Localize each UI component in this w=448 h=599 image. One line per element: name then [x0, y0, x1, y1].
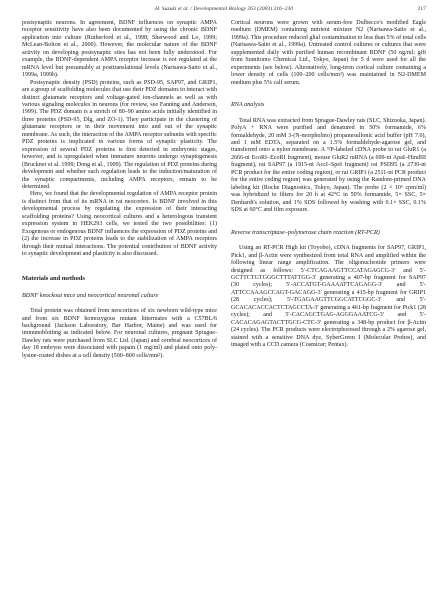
- running-title: H. Suzuki et al. / Developmental Biology 263 (2003) 216–230: [154, 6, 294, 12]
- paragraph: Total protein was obtained from neocortices of six newborn wild-type mice and from six BDNF homozygous mutant littermates with a C57BL/6 background (Jackson Laboratory, Bar Harbor, Maine) and was used for immunoblotting as indicated below. For neuronal cultures, pregnant Sprague-Dawley rats were purchased from SLC Ltd. (Japan) and cerebral neocortices of day 18 embryos were dissociated with papain (1 mg/ml) and plated onto poly-lysine-coated dishes at a cell density (500–800 cells/mm²).: [22, 308, 217, 359]
- page-number: 217: [417, 6, 426, 12]
- section-heading: Materials and methods: [22, 274, 85, 282]
- paragraph: Here, we found that the developmental regulation of AMPA receptor protein is distinct from that of its mRNA in rat neocortex. Is BDNF involved in this developmental process by regulating the expression of their interacting scaffolding proteins? Using neocortical cultures and a heterologous transient expression system in HEK293 cells, we tested the two possibilities: (1) Exogenous or endogenous BDNF influences the expression of PDZ proteins and (2) the increase in PDZ proteins leads to the stabilization of AMPA receptors through their mutual interactions. The potential contribution of BDNF activity to synaptic development and plasticity is also discussed.: [22, 191, 217, 258]
- subsection-heading: Reverse transcriptase–polymerase chain reaction (RT-PCR): [231, 228, 380, 236]
- paragraph: postsynaptic neurons. In agreement, BDNF influences on synaptic AMPA receptor sensitivity have also been documented by using the chronic BDNF application into culture (Rutherford et al., 1998; Sherwood and Lo, 1999; McLean-Bolton et al., 2000). However, the molecular nature of the BDNF activity on developing postsynaptic sites has not been fully understood. For example, the BDNF-dependent AMPA receptor increase is not regulated at the mRNA level but presumably at posttranslational levels (Narisawa-Saito et al., 1999a, 1999b).: [22, 20, 217, 79]
- paragraph: Postsynaptic density (PSD) proteins, such as PSD-95, SAP97, and GRIP1, are a group of scaffolding molecules that use their PDZ domains to interact with distinct glutamate receptors and voltage-gated ion-channels as well as with various signaling molecules in neurons (for review, see Fanning and Anderson, 1999). The PDZ domain is a stretch of 80–90 amino acids initially identified in three proteins (PSD-95, Dlg, and ZO-1). They participate in the clustering of glutamate receptors or in their movement into and out of the synaptic membrane. As such, the interaction of the AMPA receptor subunits with specific PDZ proteins is implicated in various forms of synaptic plasticity. The expression of several PDZ proteins is first detected in embryonic stages, however, and is upregulated when immature neurons undergo synaptogenesis (Bruckner et al. 1999; Dong et al., 1999). The regulation of PDZ proteins during development and whether such regulation leads to the induction/maturation of the synaptic compartments, including AMPA receptors, remain to be determined.: [22, 79, 217, 190]
- subsection-heading: RNA analysis: [231, 101, 265, 109]
- subsection-heading: BDNF knockout mice and neocortical neuronal culture: [22, 291, 159, 299]
- paragraph: Total RNA was extracted from Sprague-Dawley rats (SLC, Shizuoka, Japan). PolyA + RNA were purified and denatured in 50% formamide, 6% formaldehyde, 20 mM 3-(N-morpholino) propanesulfonic acid buffer (pH 7.0), and 1 mM EDTA, separated on a 1.5% formaldehyde-agarose gel, and transferred onto a nylon membrane. A ³²P-labeled cDNA probe to rat GluR1 (a 2666-nt EcoRI–EcoRI fragment), mouse GluR2 mRNA (a 699-nt ApaI–HindIII fragment), rat SAP97 (a 1915-nt AccI–SpeI fragment) rat PSD95 (a 2730-nt PCR product for the entire coding region), or rat GRIP1 (a 2511-nt PCR product for the entire ceding region) was generated by using the Random-primed DNA labeling kit (Roche Diagnostics, Tokyo, Japan). The probe (2 × 10⁶ cpm/ml) was hybridized to filters for 20 h at 42°C in 50% formamide, 5× SSC, 5× Denhardt's solution, and 1% SDS followed by washing with 0.1× SSC, 0.1% SDS at 60°C and film exposure.: [231, 117, 426, 214]
- paragraph: Cortical neurons were grown with serum-free Dulbecco's modified Eagle medium (DMEM) containing nutrient mixture N2 (Narisawa-Saito et al., 1999a). This procedure reduced glial contamination to less than 5% of total cells (Narisawa-Saito et al., 1999a). Untreated control cultures or cultures that were supplemented daily with purified human recombinant BDNF (50 ng/ml; gift from Sumitomo Chemical Ltd., Tokyo, Japan) for 5 d were used for all the experiments (see below). Alternatively, long-term cortical culture containing a lower density of cells (100–200 cells/mm²) was maintained in N2-DMEM medium plus 5% calf serum.: [231, 20, 426, 86]
- left-column: [22, 20, 217, 360]
- paragraph: Using an RT-PCR High kit (Toyobo), cDNA fragments for SAP97, GRIP1, Pick1, and β-Actin were synthesized from total RNA and amplified within the following linear range amplification. The oligonucleotide primers were designed as follows: 5′-CTCAGAAGTTCCATAGAGCG-3′ and 5′-GCTTCTGTGGGCTTTATTGG-3′ generating a 407-bp fragment for SAP97 (30 cycles); 5′-ACCATGT-GAAAATTCAGAGG-3′ and 5′-ATTCCAAAGCCAGT-GACAGG-3′ generating a 415-bp fragment for GRIP1 (28 cycles); 5′-TGAGAAGTTCGGCATTCGGC-3′ and 5′-GCACACACCACTCTAGCCTA-3′ generating a 461-bp fragment for Pick1 (28 cycles); and 5′-CACAGCTGAG-AGGGAAATCG-3′ and 5′-CACACAGAGTACTTGCG-CTC-3′ generating a 348-bp product for β-Actin (24 cycles). The PCR products were electrophoresed through a 2% agarose gel, stained with a sensitive DNA dye, SyberGreen I (Molecular Probes), and imaged with a CCD camera (Cosmicar; Pentax).: [231, 245, 426, 349]
- right-column: [231, 20, 426, 350]
- running-head: [22, 6, 426, 16]
